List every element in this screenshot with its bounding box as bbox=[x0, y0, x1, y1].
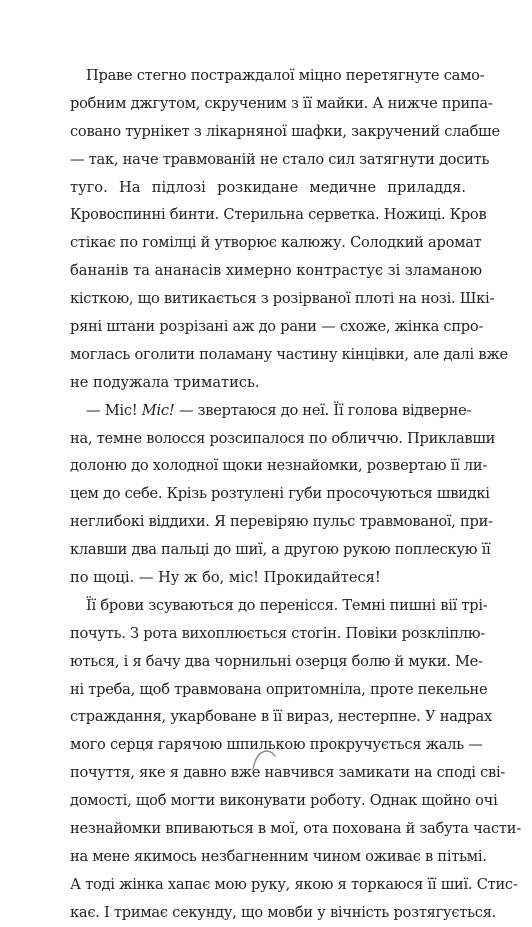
text-line: мого серця гарячою шпилькою прокручується жаль — bbox=[70, 736, 483, 754]
text-line: туго. На підлозі розкидане медичне приладдя. bbox=[70, 178, 466, 196]
text-line: — Міс! Міс! — звертаюся до неї. Її голова відверне- bbox=[86, 401, 472, 419]
text-line: моглась оголити поламану частину кінцівки, але далі вже bbox=[70, 345, 508, 363]
text-line: робним джгутом, скрученим з її майки. А нижче припа- bbox=[70, 94, 493, 112]
text-line: на, темне волосся розсипалося по обличчю. Приклавши bbox=[70, 429, 496, 447]
page-corner-mark-icon bbox=[249, 749, 277, 771]
text-line: кісткою, що витикається з розірваної плоті на нозі. Шкі- bbox=[70, 290, 495, 308]
text-line: Її брови зсуваються до перенісся. Темні пишні вії трі- bbox=[86, 596, 488, 614]
text-line: почуть. З рота вихоплюється стогін. Повіки розкліплю- bbox=[70, 624, 485, 642]
text-line: незнайомки впиваються в мої, ота похована й забута части- bbox=[70, 820, 521, 838]
text-line: Праве стегно постраждалої міцно перетягнуте само- bbox=[86, 67, 485, 84]
text-line: совано турнікет з лікарняної шафки, закручений слабше bbox=[70, 122, 500, 140]
text-line: не подужала триматись. bbox=[70, 373, 260, 391]
text-line: ні треба, щоб травмована опритомніла, проте пекельне bbox=[70, 680, 488, 698]
text-line: стікає по гомілці й утворює калюжу. Солодкий аромат bbox=[70, 234, 482, 252]
text-line: ються, і я бачу два чорнильні озерця болю й муки. Ме- bbox=[70, 652, 483, 670]
text-line: — так, наче травмованій не стало сил затягнути досить bbox=[70, 150, 490, 168]
text-line: бананів та ананасів химерно контрастує зі зламаною bbox=[70, 262, 483, 280]
text-line: долоню до холодної щоки незнайомки, розвертаю її ли- bbox=[70, 457, 488, 475]
text-line: кає. І тримає секунду, що мовби у вічність розтягується. bbox=[70, 903, 497, 921]
text-line: почуття, яке я давно вже навчився замикати на споді сві- bbox=[70, 764, 506, 782]
text-line: клавши два пальці до шиї, а другою рукою поплескую її bbox=[70, 541, 491, 559]
text-line: домості, щоб могти виконувати роботу. Однак щойно очі bbox=[70, 792, 498, 810]
text-line: по щоці. — Ну ж бо, міс! Прокидайтеся! bbox=[70, 569, 381, 587]
body-text bbox=[70, 62, 521, 927]
text-line: ряні штани розрізані аж до рани — схоже, жінка спро- bbox=[70, 318, 484, 336]
text-line: А тоді жінка хапає мою руку, якою я торкаюся її шиї. Стис- bbox=[70, 875, 518, 893]
text-line: Кровоспинні бинти. Стерильна серветка. Ножиці. Кров bbox=[70, 206, 487, 224]
text-line: страждання, укарбоване в її вираз, нестерпне. У надрах bbox=[70, 708, 492, 726]
text-line: на мене якимось незбагненним чином оживає в пітьмі. bbox=[70, 847, 487, 865]
text-line: цем до себе. Крізь розтулені губи просочуються швидкі bbox=[70, 485, 490, 503]
text-line: неглибокі віддихи. Я перевіряю пульс травмованої, при- bbox=[70, 513, 493, 531]
